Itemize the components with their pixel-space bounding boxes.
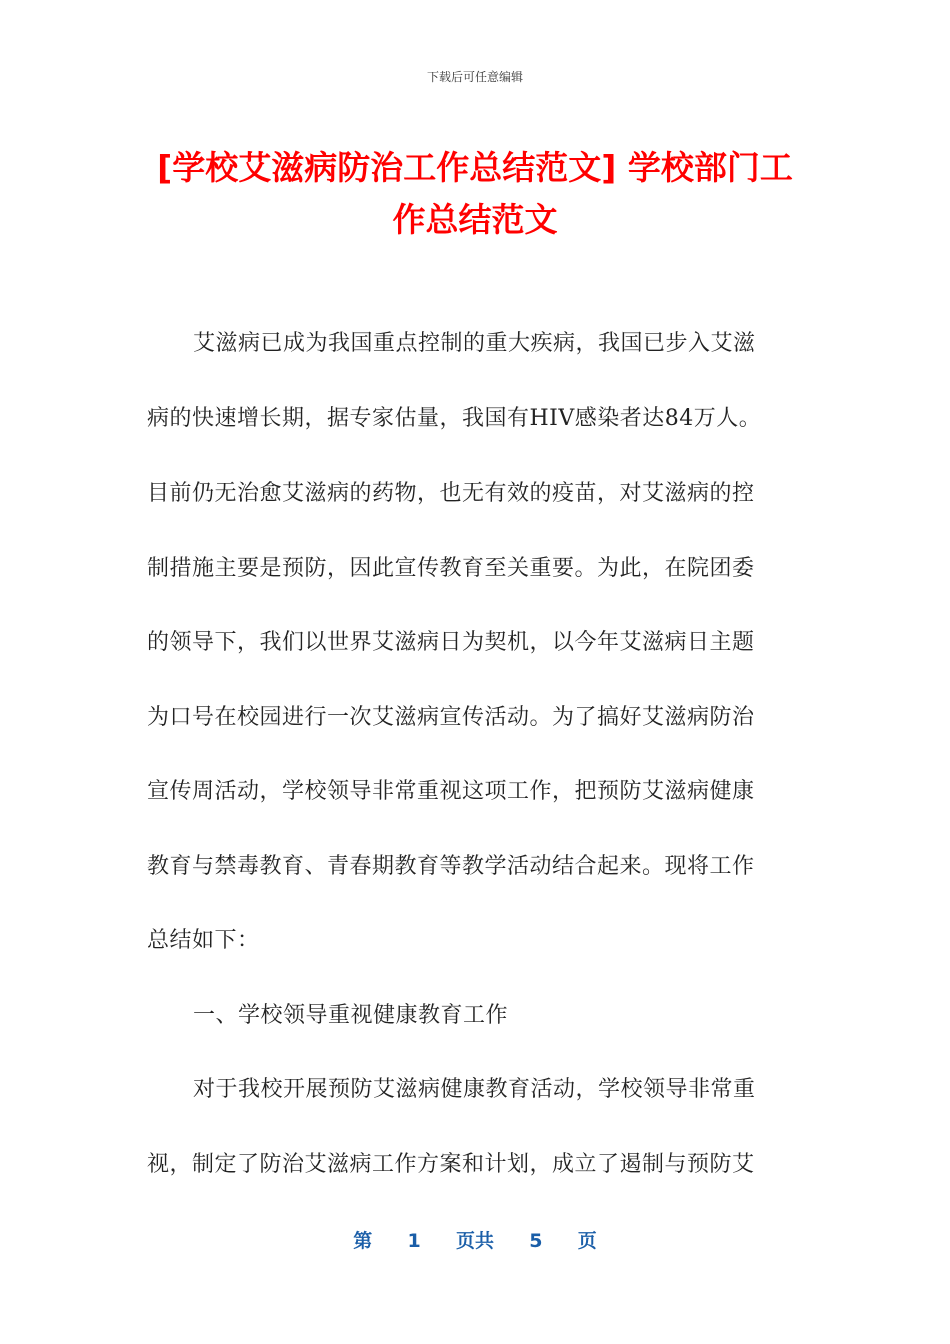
body-line: 教育与禁毒教育、青春期教育等教学活动结合起来。现将工作 <box>147 854 755 879</box>
body-line: 宣传周活动，学校领导非常重视这项工作，把预防艾滋病健康 <box>147 779 755 804</box>
footer-end-label: 页 <box>577 1230 597 1252</box>
document-title <box>120 142 830 246</box>
page-footer <box>0 1226 950 1253</box>
title-line-1: [学校艾滋病防治工作总结范文] 学校部门工 <box>157 148 793 187</box>
footer-page-number: 1 <box>407 1230 421 1252</box>
body-line: 为口号在校园进行一次艾滋病宣传活动。为了搞好艾滋病防治 <box>147 705 755 730</box>
body-line: 病的快速增长期，据专家估量，我国有HIV感染者达84万人。 <box>147 406 762 431</box>
body-line: 目前仍无治愈艾滋病的药物，也无有效的疫苗，对艾滋病的控 <box>147 481 755 506</box>
section-heading: 一、学校领导重视健康教育工作 <box>193 1003 509 1028</box>
body-line: 总结如下： <box>147 928 260 953</box>
body-line: 的领导下，我们以世界艾滋病日为契机，以今年艾滋病日主题 <box>147 630 755 655</box>
body-line: 艾滋病已成为我国重点控制的重大疾病，我国已步入艾滋 <box>193 331 756 356</box>
footer-of-label: 页共 <box>455 1230 494 1252</box>
header-note: 下载后可任意编辑 <box>426 70 523 84</box>
footer-total-pages: 5 <box>529 1230 543 1252</box>
title-line-2: 作总结范文 <box>392 200 558 239</box>
body-line: 制措施主要是预防，因此宣传教育至关重要。为此，在院团委 <box>147 556 755 581</box>
body-line: 视，制定了防治艾滋病工作方案和计划，成立了遏制与预防艾 <box>147 1152 755 1177</box>
body-line: 对于我校开展预防艾滋病健康教育活动，学校领导非常重 <box>193 1077 756 1102</box>
footer-page-label: 第 <box>353 1230 373 1252</box>
